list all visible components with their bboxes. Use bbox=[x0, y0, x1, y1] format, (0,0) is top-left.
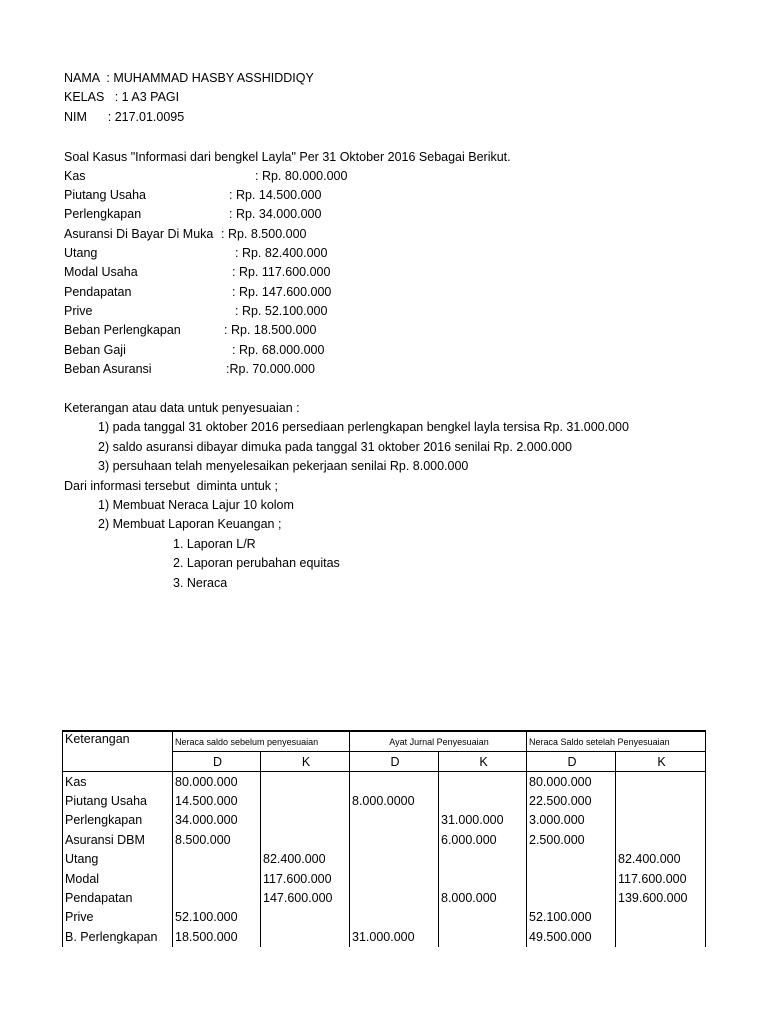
header-debit: D bbox=[350, 752, 439, 772]
account-name: Kas bbox=[64, 169, 86, 183]
header-neraca-setelah: Neraca Saldo setelah Penyesuaian bbox=[527, 731, 706, 752]
table-cell bbox=[616, 791, 706, 810]
table-cell bbox=[616, 830, 706, 849]
header-ayat-jurnal: Ayat Jurnal Penyesuaian bbox=[350, 731, 527, 752]
task-item: 1) Membuat Neraca Lajur 10 kolom bbox=[98, 498, 294, 512]
table-cell bbox=[527, 869, 616, 888]
table-cell bbox=[439, 927, 527, 946]
table-cell: 8.000.0000 bbox=[350, 791, 439, 810]
account-name: Piutang Usaha bbox=[64, 188, 147, 202]
task-title: Dari informasi tersebut diminta untuk ; bbox=[64, 479, 278, 493]
header-kredit: K bbox=[261, 752, 350, 772]
table-cell bbox=[616, 772, 706, 792]
task-subitem: 3. Neraca bbox=[173, 576, 228, 590]
header-kredit: K bbox=[439, 752, 527, 772]
table-cell: 31.000.000 bbox=[439, 811, 527, 830]
table-row bbox=[63, 772, 706, 792]
table-cell bbox=[616, 908, 706, 927]
table-cell bbox=[350, 811, 439, 830]
table-cell: 14.500.000 bbox=[173, 791, 261, 810]
table-row bbox=[63, 869, 706, 888]
table-cell bbox=[439, 908, 527, 927]
table-row bbox=[63, 830, 706, 849]
table-header-row bbox=[63, 731, 706, 752]
table-cell bbox=[350, 869, 439, 888]
account-name: Beban Gaji bbox=[64, 343, 126, 357]
table-cell: Asuransi DBM bbox=[63, 830, 173, 849]
table-cell: 34.000.000 bbox=[173, 811, 261, 830]
table-cell: Pendapatan bbox=[63, 888, 173, 907]
table-cell: 8.500.000 bbox=[173, 830, 261, 849]
table-row bbox=[63, 791, 706, 810]
account-value: : Rp. 68.000.000 bbox=[232, 343, 325, 357]
table-cell bbox=[439, 850, 527, 869]
table-cell bbox=[350, 888, 439, 907]
table-cell bbox=[616, 811, 706, 830]
table-row bbox=[63, 850, 706, 869]
table-cell: 6.000.000 bbox=[439, 830, 527, 849]
table-cell: Perlengkapan bbox=[63, 811, 173, 830]
table-cell bbox=[439, 791, 527, 810]
student-name: NAMA : MUHAMMAD HASBY ASSHIDDIQY bbox=[64, 71, 314, 85]
account-name: Asuransi Di Bayar Di Muka bbox=[64, 227, 214, 241]
table-cell bbox=[350, 908, 439, 927]
task-subitem: 2. Laporan perubahan equitas bbox=[173, 556, 340, 570]
account-value: : Rp. 80.000.000 bbox=[255, 169, 348, 183]
table-cell bbox=[261, 772, 350, 792]
table-cell: 3.000.000 bbox=[527, 811, 616, 830]
table-cell bbox=[616, 927, 706, 946]
table-cell: 80.000.000 bbox=[173, 772, 261, 792]
table-cell: 117.600.000 bbox=[261, 869, 350, 888]
table-cell bbox=[173, 850, 261, 869]
table-cell bbox=[173, 888, 261, 907]
table-row bbox=[63, 927, 706, 946]
header-keterangan: Keterangan bbox=[63, 731, 173, 772]
account-value: : Rp. 52.100.000 bbox=[235, 304, 328, 318]
account-name: Perlengkapan bbox=[64, 207, 142, 221]
table-cell: 147.600.000 bbox=[261, 888, 350, 907]
account-value: :Rp. 70.000.000 bbox=[226, 362, 315, 376]
account-name: Modal Usaha bbox=[64, 265, 138, 279]
account-value: : Rp. 8.500.000 bbox=[221, 227, 307, 241]
account-name: Utang bbox=[64, 246, 98, 260]
adjustment-item: 3) persuhaan telah menyelesaikan pekerjaan senilai Rp. 8.000.000 bbox=[98, 459, 469, 473]
table-cell: 117.600.000 bbox=[616, 869, 706, 888]
table-cell bbox=[261, 811, 350, 830]
table-cell: Utang bbox=[63, 850, 173, 869]
account-value: : Rp. 34.000.000 bbox=[229, 207, 322, 221]
table-cell bbox=[350, 772, 439, 792]
task-subitem: 1. Laporan L/R bbox=[173, 537, 256, 551]
account-value: : Rp. 117.600.000 bbox=[232, 265, 331, 279]
student-nim: NIM : 217.01.0095 bbox=[64, 110, 185, 124]
table-cell bbox=[173, 869, 261, 888]
adjustment-item: 2) saldo asuransi dibayar dimuka pada tanggal 31 oktober 2016 senilai Rp. 2.000.000 bbox=[98, 440, 572, 454]
table-cell: 2.500.000 bbox=[527, 830, 616, 849]
adjustment-item: 1) pada tanggal 31 oktober 2016 persediaan perlengkapan bengkel layla tersisa Rp. 31.000.000 bbox=[98, 420, 629, 434]
table-cell: Prive bbox=[63, 908, 173, 927]
table-cell: 18.500.000 bbox=[173, 927, 261, 946]
worksheet-table bbox=[62, 730, 706, 947]
table-cell bbox=[261, 927, 350, 946]
account-name: Prive bbox=[64, 304, 93, 318]
table-cell: Piutang Usaha bbox=[63, 791, 173, 810]
account-value: : Rp. 82.400.000 bbox=[235, 246, 328, 260]
table-cell: Kas bbox=[63, 772, 173, 792]
table-cell: 82.400.000 bbox=[616, 850, 706, 869]
table-cell bbox=[527, 850, 616, 869]
table-cell bbox=[261, 830, 350, 849]
table-cell: Modal bbox=[63, 869, 173, 888]
header-debit: D bbox=[173, 752, 261, 772]
table-cell: 82.400.000 bbox=[261, 850, 350, 869]
table-cell bbox=[350, 830, 439, 849]
table-cell bbox=[439, 869, 527, 888]
account-value: : Rp. 147.600.000 bbox=[232, 285, 332, 299]
account-value: : Rp. 18.500.000 bbox=[224, 323, 317, 337]
student-class: KELAS : 1 A3 PAGI bbox=[64, 90, 180, 104]
table-row bbox=[63, 811, 706, 830]
table-cell: 8.000.000 bbox=[439, 888, 527, 907]
table-cell bbox=[261, 791, 350, 810]
case-title: Soal Kasus "Informasi dari bengkel Layla" Per 31 Oktober 2016 Sebagai Berikut. bbox=[64, 150, 511, 164]
adjustment-title: Keterangan atau data untuk penyesuaian : bbox=[64, 401, 300, 415]
task-item: 2) Membuat Laporan Keuangan ; bbox=[98, 517, 282, 531]
header-neraca-saldo: Neraca saldo sebelum penyesuaian bbox=[173, 731, 350, 752]
account-value: : Rp. 14.500.000 bbox=[229, 188, 322, 202]
table-cell bbox=[439, 772, 527, 792]
table-cell bbox=[350, 850, 439, 869]
table-cell: 52.100.000 bbox=[527, 908, 616, 927]
table-cell: 49.500.000 bbox=[527, 927, 616, 946]
table-cell: 80.000.000 bbox=[527, 772, 616, 792]
table-cell bbox=[261, 908, 350, 927]
account-name: Beban Asuransi bbox=[64, 362, 152, 376]
table-row bbox=[63, 908, 706, 927]
table-cell: 31.000.000 bbox=[350, 927, 439, 946]
table-cell bbox=[527, 888, 616, 907]
table-cell: B. Perlengkapan bbox=[63, 927, 173, 946]
table-row bbox=[63, 888, 706, 907]
header-kredit: K bbox=[616, 752, 706, 772]
header-debit: D bbox=[527, 752, 616, 772]
account-name: Beban Perlengkapan bbox=[64, 323, 181, 337]
table-cell: 139.600.000 bbox=[616, 888, 706, 907]
table-cell: 22.500.000 bbox=[527, 791, 616, 810]
table-cell: 52.100.000 bbox=[173, 908, 261, 927]
account-name: Pendapatan bbox=[64, 285, 132, 299]
